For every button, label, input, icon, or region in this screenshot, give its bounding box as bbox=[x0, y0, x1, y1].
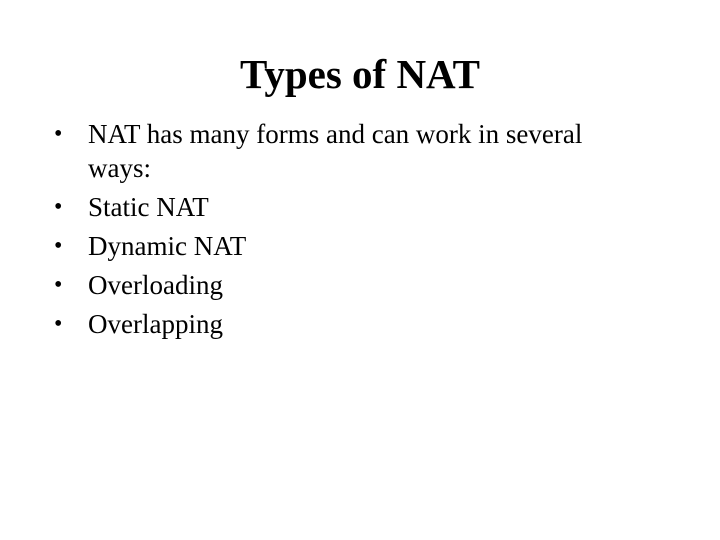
bullet-item bbox=[54, 307, 654, 341]
bullet-icon: • bbox=[54, 272, 63, 298]
bullet-item bbox=[54, 190, 654, 224]
bullet-text: Dynamic NAT bbox=[88, 231, 247, 261]
slide-title: Types of NAT bbox=[240, 51, 480, 97]
bullet-item bbox=[54, 268, 654, 302]
bullet-text: Overlapping bbox=[88, 309, 223, 339]
bullet-icon: • bbox=[54, 311, 63, 337]
bullet-icon: • bbox=[54, 233, 63, 259]
bullet-list bbox=[54, 117, 654, 346]
bullet-text: NAT has many forms and can work in several ways: bbox=[88, 119, 583, 183]
bullet-text: Overloading bbox=[88, 270, 223, 300]
bullet-icon: • bbox=[54, 194, 63, 220]
bullet-text: Static NAT bbox=[88, 192, 209, 222]
bullet-item bbox=[54, 117, 608, 185]
bullet-item bbox=[54, 229, 654, 263]
bullet-icon: • bbox=[54, 121, 63, 147]
